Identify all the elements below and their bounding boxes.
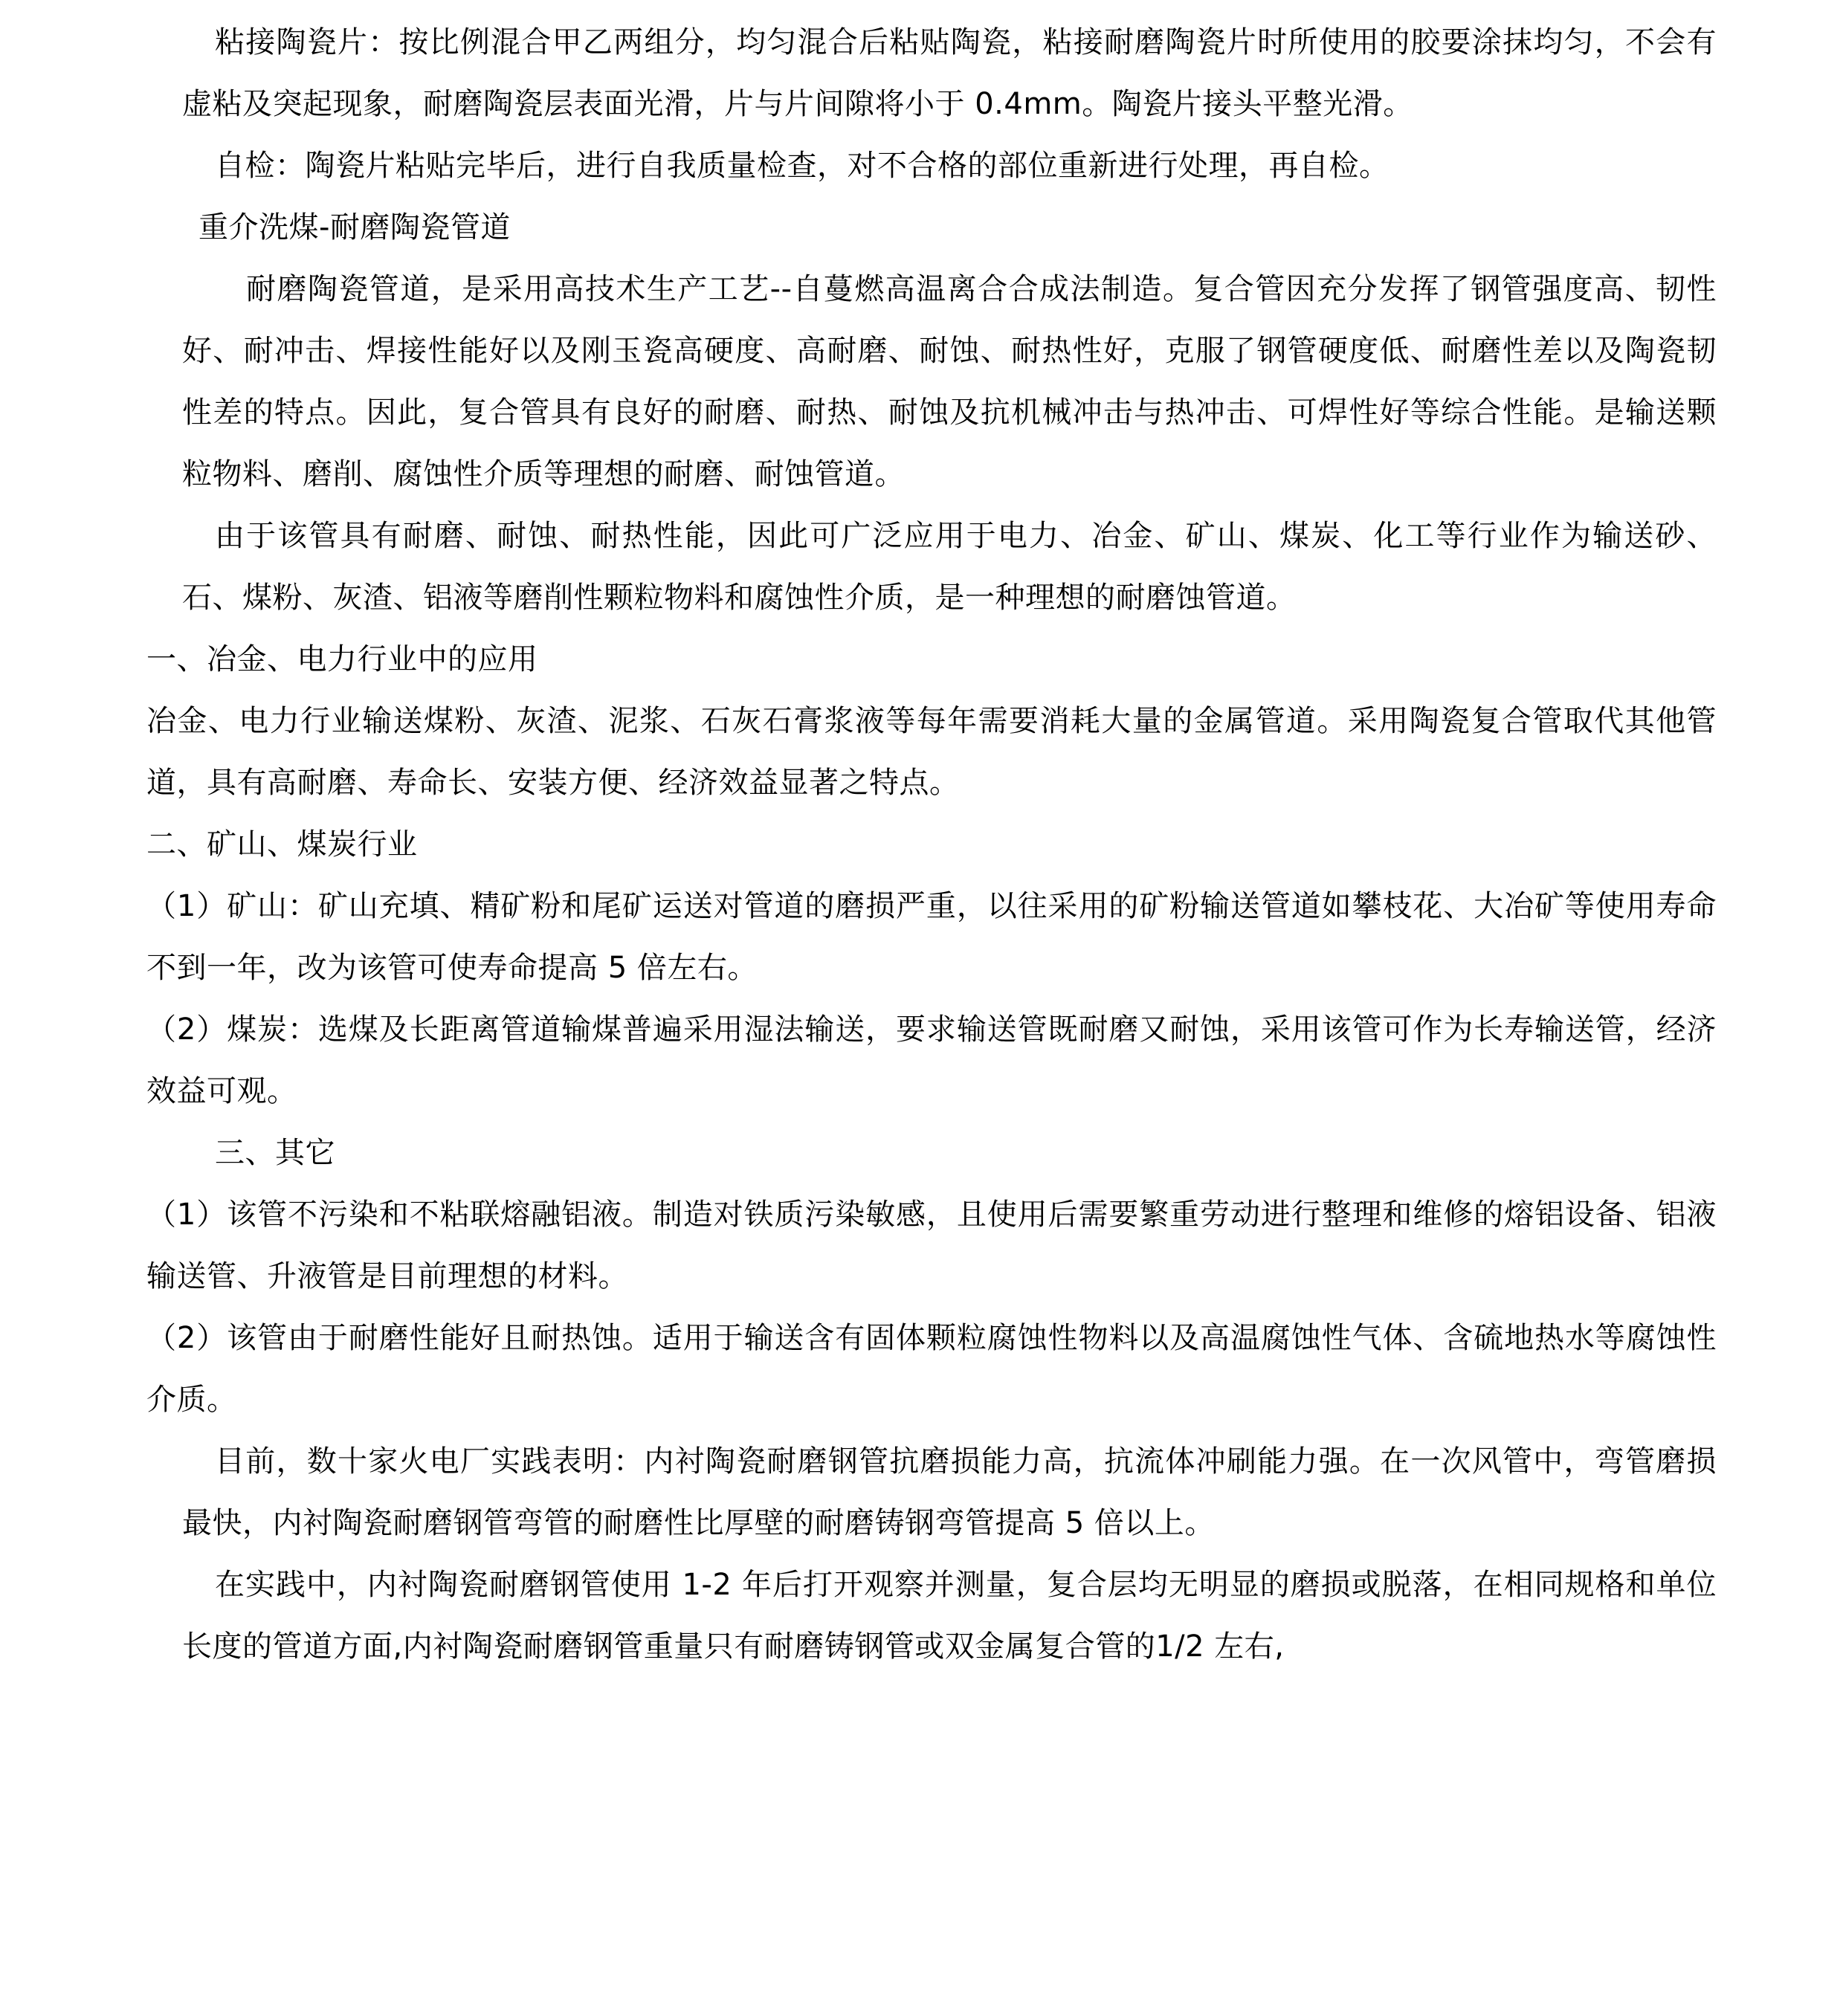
paragraph-self-check: 自检：陶瓷片粘贴完毕后，进行自我质量检查，对不合格的部位重新进行处理，再自检。 <box>215 149 1389 183</box>
heading-section-two: 二、矿山、煤炭行业 <box>146 827 418 862</box>
paragraph-practice-two: 在实践中，内衬陶瓷耐磨钢管使用 1-2 年后打开观察并测量，复合层均无明显的磨损或脱落，在相同规格和单位长度的管道方面,内衬陶瓷耐磨钢管重量只有耐磨铸钢管或双金属复合管的1/2 左右, <box>182 1568 1717 1664</box>
paragraph-pipe-application: 由于该管具有耐磨、耐蚀、耐热性能，因此可广泛应用于电力、冶金、矿山、煤炭、化工等行业作为输送砂、石、煤粉、灰渣、铝液等磨削性颗粒物料和腐蚀性介质，是一种理想的耐磨蚀管道。 <box>182 519 1717 615</box>
paragraph-section-two-item-one: （1）矿山：矿山充填、精矿粉和尾矿运送对管道的磨损严重，以往采用的矿粉输送管道如攀枝花、大冶矿等使用寿命不到一年，改为该管可使寿命提高 5 倍左右。 <box>146 889 1717 985</box>
paragraph-section-two-item-two: （2）煤炭：选煤及长距离管道输煤普遍采用湿法输送，要求输送管既耐磨又耐蚀，采用该管可作为长寿输送管，经济效益可观。 <box>146 1012 1717 1108</box>
document-body <box>146 12 1717 1678</box>
paragraph-pipe-intro: 耐磨陶瓷管道，是采用高技术生产工艺--自蔓燃高温离合合成法制造。复合管因充分发挥了钢管强度高、韧性好、耐冲击、焊接性能好以及刚玉瓷高硬度、高耐磨、耐蚀、耐热性好，克服了钢管硬度低、耐磨性差以及陶瓷韧性差的特点。因此，复合管具有良好的耐磨、耐热、耐蚀及抗机械冲击与热冲击、可焊性好等综合性能。是输送颗粒物料、磨削、腐蚀性介质等理想的耐磨、耐蚀管道。 <box>182 272 1717 491</box>
paragraph-section-three-item-one: （1）该管不污染和不粘联熔融铝液。制造对铁质污染敏感，且使用后需要繁重劳动进行整理和维修的熔铝设备、铝液输送管、升液管是目前理想的材料。 <box>146 1198 1717 1293</box>
paragraph-practice-one: 目前，数十家火电厂实践表明：内衬陶瓷耐磨钢管抗磨损能力高，抗流体冲刷能力强。在一次风管中，弯管磨损最快，内衬陶瓷耐磨钢管弯管的耐磨性比厚壁的耐磨铸钢弯管提高 5 倍以上。 <box>182 1444 1717 1540</box>
heading-ceramic-pipe: 重介洗煤-耐磨陶瓷管道 <box>198 210 511 245</box>
paragraph-section-three-item-two: （2）该管由于耐磨性能好且耐热蚀。适用于输送含有固体颗粒腐蚀性物料以及高温腐蚀性气体、含硫地热水等腐蚀性介质。 <box>146 1321 1717 1417</box>
heading-section-three: 三、其它 <box>215 1136 335 1170</box>
paragraph-section-one-body: 冶金、电力行业输送煤粉、灰渣、泥浆、石灰石膏浆液等每年需要消耗大量的金属管道。采用陶瓷复合管取代其他管道，具有高耐磨、寿命长、安装方便、经济效益显著之特点。 <box>146 704 1717 800</box>
paragraph-bond-ceramic: 粘接陶瓷片：按比例混合甲乙两组分，均匀混合后粘贴陶瓷，粘接耐磨陶瓷片时所使用的胶要涂抹均匀，不会有虚粘及突起现象，耐磨陶瓷层表面光滑，片与片间隙将小于 0.4mm。陶瓷片接头平整光滑。 <box>182 25 1717 121</box>
heading-section-one: 一、冶金、电力行业中的应用 <box>146 642 538 676</box>
